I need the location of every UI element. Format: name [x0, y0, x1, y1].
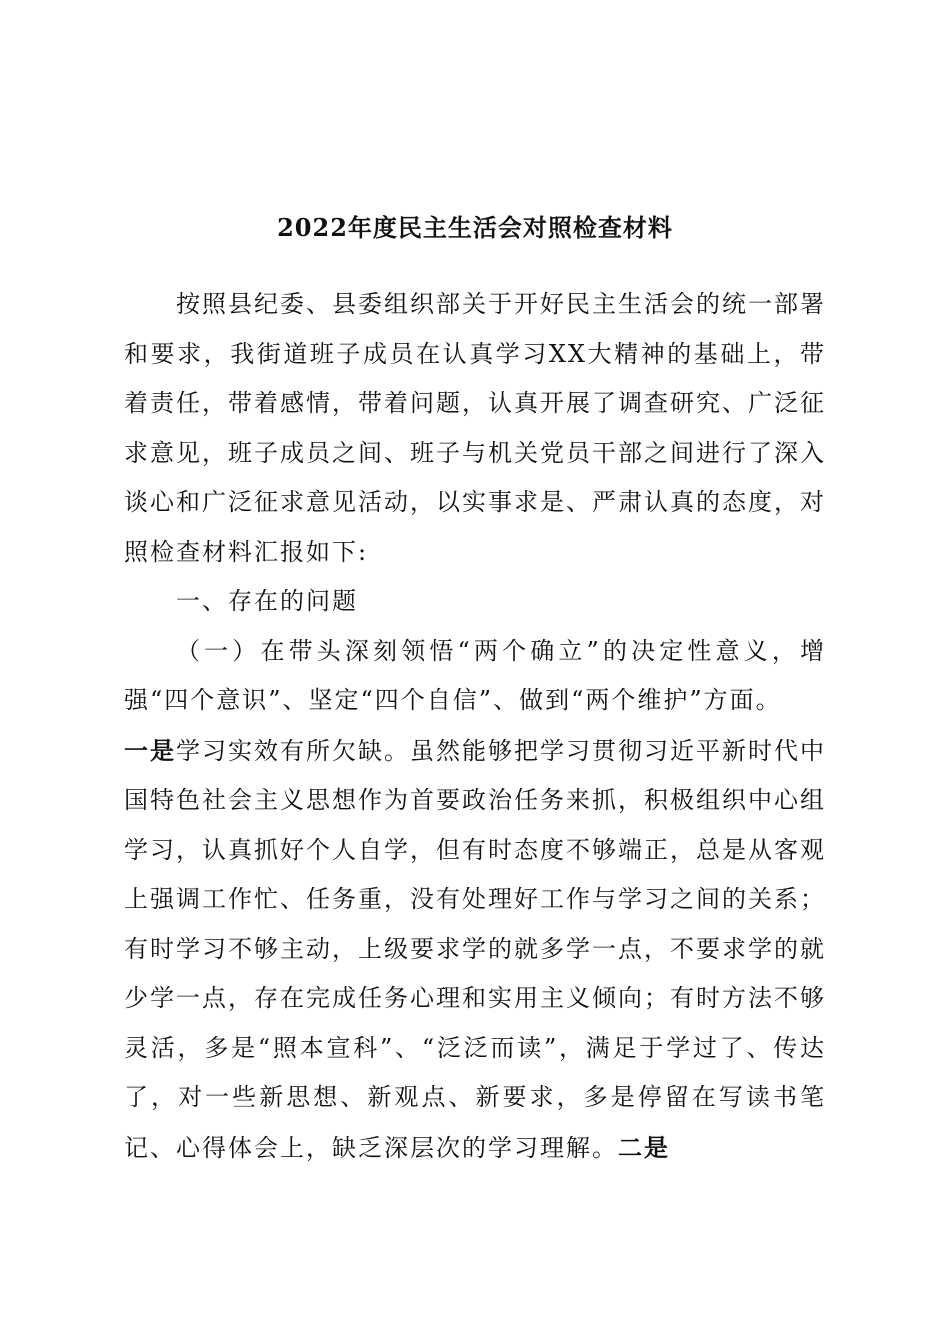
point-one-text: 学习实效有所欠缺。虽然能够把学习贯彻习近平新时代中国特色社会主义思想作为首要政治任务来抓，积极组织中心组学习，认真抓好个人自学，但有时态度不够端正，总是从客观上强调工作忙、任务重，没有处理好工作与学习之间的关系；有时学习不够主动，上级要求学的就多学一点，不要求学的就少学一点，存在完成任务心理和实用主义倾向；有时方法不够灵活，多是“照本宣科”、“泛泛而读”，满足于学过了、传达了，对一些新思想、新观点、新要求，多是停留在写读书笔记、心得体会上，缺乏深层次的学习理解。 — [124, 736, 826, 1162]
problem-paragraph — [124, 726, 826, 1174]
section-heading: 一、存在的问题 — [176, 587, 358, 615]
point-two-label: 二是 — [618, 1132, 670, 1162]
point-one-label: 一是 — [124, 735, 176, 765]
subsection-heading: （一）在带头深刻领悟“两个确立”的决定性意义，增强“四个意识”、坚定“四个自信”、做到“两个维护”方面。 — [124, 636, 826, 714]
intro-paragraph: 按照县纪委、县委组织部关于开好民主生活会的统一部署和要求，我街道班子成员在认真学习XX大精神的基础上，带着责任，带着感情，带着问题，认真开展了调查研究、广泛征求意见，班子成员之间、班子与机关党员干部之间进行了深入谈心和广泛征求意见活动，以实事求是、严肃认真的态度，对照检查材料汇报如下: — [124, 290, 826, 566]
document-title: 2022年度民主生活会对照检查材料 — [277, 213, 673, 242]
document-body — [124, 280, 826, 1173]
